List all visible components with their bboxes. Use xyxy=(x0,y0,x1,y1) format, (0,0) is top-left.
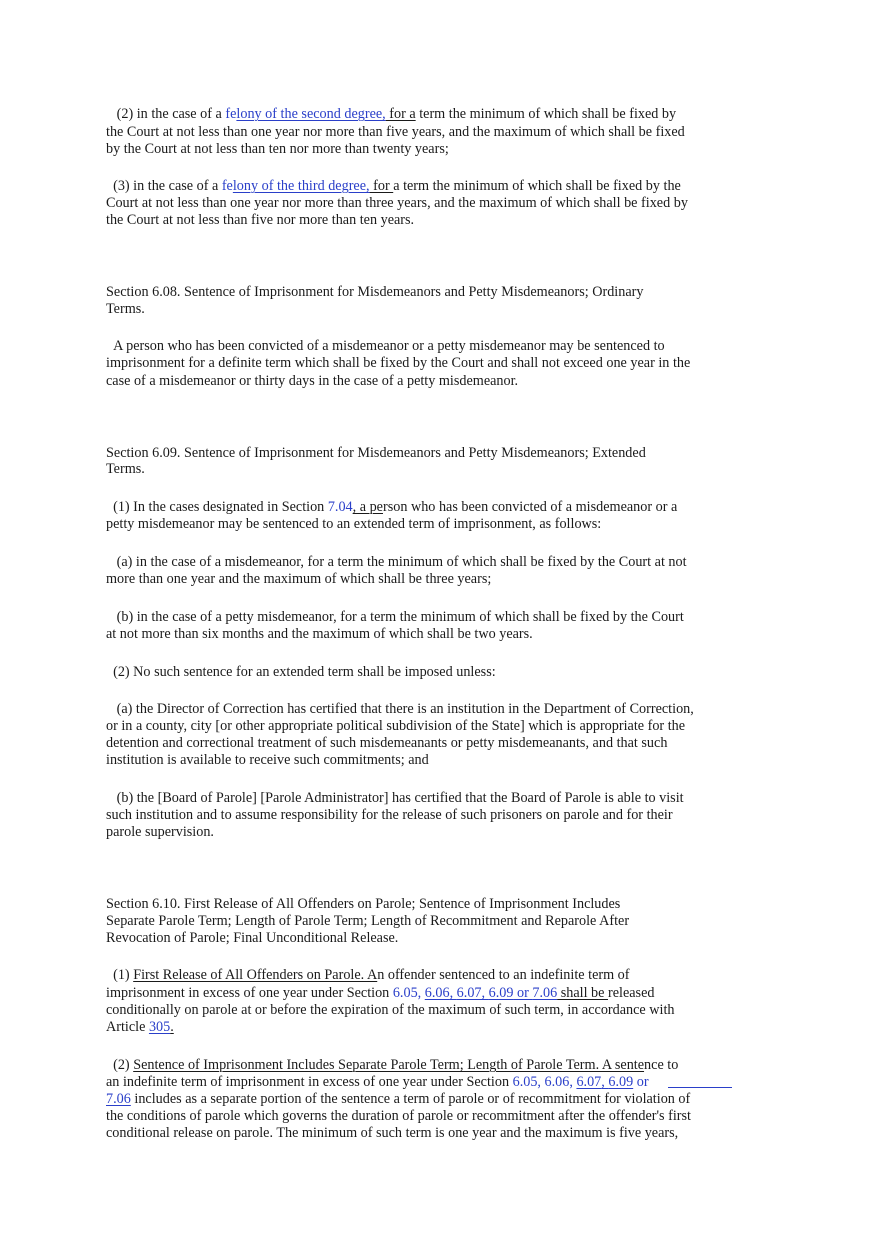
paragraph-line: at not more than six months and the maximum of which shall be two years. xyxy=(106,626,533,642)
paragraph-line: (1) First Release of All Offenders on Parole. An offender sentenced to an indefinite term of xyxy=(113,967,630,983)
section-heading: Terms. xyxy=(106,301,145,317)
paragraph-line: detention and correctional treatment of such misdemeanants or petty misdemeanants, and that such xyxy=(106,735,668,751)
paragraph-line: (b) in the case of a petty misdemeanor, for a term the minimum of which shall be fixed by the Court xyxy=(116,609,684,625)
section-heading: Terms. xyxy=(106,461,145,477)
paragraph-line: 7.06 includes as a separate portion of the sentence a term of parole or of recommitment for violation of xyxy=(106,1091,691,1107)
paragraph-line: (a) the Director of Correction has certified that there is an institution in the Department of Correction, xyxy=(116,701,694,717)
link-section-6-09[interactable]: 6.09 xyxy=(488,985,514,1001)
paragraph-line: conditionally on parole at or before the expiration of the maximum of such term, in accordance with xyxy=(106,1002,675,1018)
paragraph-line: by the Court at not less than ten nor more than twenty years; xyxy=(106,141,449,157)
link-felony-second-degree[interactable]: fe xyxy=(225,106,237,122)
link-felony-second-degree-cont[interactable]: lony of the second degree, xyxy=(236,106,386,122)
paragraph-line: the conditions of parole which governs the duration of parole or recommitment after the offender's first xyxy=(106,1108,691,1124)
paragraph-line: (b) the [Board of Parole] [Parole Administrator] has certified that the Board of Parole is able to visit xyxy=(116,790,684,806)
paragraph-line: imprisonment for a definite term which shall be fixed by the Court and shall not exceed one year in the xyxy=(106,355,691,371)
paragraph-line: more than one year and the maximum of which shall be three years; xyxy=(106,571,492,587)
paragraph-line: Court at not less than one year nor more than three years, and the maximum of which shall be fixed by xyxy=(106,195,688,211)
underlined-subheading: Sentence of Imprisonment Includes Separate Parole Term; Length of Parole Term. A sente xyxy=(133,1057,645,1073)
paragraph-line: (2) in the case of a felony of the second degree, for a term the minimum of which shall be fixed by xyxy=(116,106,677,122)
paragraph-line: an indefinite term of imprisonment in excess of one year under Section 6.05, 6.06, 6.07, 6.09 or xyxy=(106,1074,649,1090)
paragraph-line: (3) in the case of a felony of the third degree, for a term the minimum of which shall be fixed by the xyxy=(113,178,681,194)
link-felony-third-degree[interactable]: fe xyxy=(221,178,233,194)
paragraph-line: or in a county, city [or other appropriate political subdivision of the State] which is appropriate for the xyxy=(106,718,686,734)
section-heading: Section 6.08. Sentence of Imprisonment for Misdemeanors and Petty Misdemeanors; Ordinary xyxy=(106,284,644,300)
paragraph-line: A person who has been convicted of a misdemeanor or a petty misdemeanor may be sentenced to xyxy=(113,338,665,354)
section-heading: Section 6.09. Sentence of Imprisonment for Misdemeanors and Petty Misdemeanors; Extended xyxy=(106,445,646,461)
underlined-subheading: First Release of All Offenders on Parole. A xyxy=(133,967,378,983)
section-heading: Section 6.10. First Release of All Offenders on Parole; Sentence of Imprisonment Includes xyxy=(106,896,621,912)
paragraph-line: institution is available to receive such commitments; and xyxy=(106,752,429,768)
link-section-6-05[interactable]: 6.05 xyxy=(512,1074,538,1090)
link-section-7-06[interactable]: 7.06 xyxy=(106,1091,131,1107)
paragraph-line: petty misdemeanor may be sentenced to an extended term of imprisonment, as follows: xyxy=(106,516,602,532)
section-heading: Separate Parole Term; Length of Parole Term; Length of Recommitment and Reparole After xyxy=(106,913,630,929)
paragraph-line: (1) In the cases designated in Section 7.04, a person who has been convicted of a misdemeanor or a xyxy=(113,499,678,515)
link-section-7-04[interactable]: 7.04 xyxy=(327,499,353,515)
paragraph-line: (2) Sentence of Imprisonment Includes Separate Parole Term; Length of Parole Term. A sentence to xyxy=(113,1057,679,1073)
link-section-6-06[interactable]: 6.06 xyxy=(424,985,450,1001)
paragraph-line: (a) in the case of a misdemeanor, for a term the minimum of which shall be fixed by the Court at not xyxy=(116,554,687,570)
link-felony-third-degree-cont[interactable]: lony of the third degree, xyxy=(232,178,370,194)
paragraph-line: such institution and to assume responsibility for the release of such prisoners on parole and for their xyxy=(106,807,673,823)
link-section-6-09[interactable]: 6.09 xyxy=(608,1074,634,1090)
link-section-6-07[interactable]: 6.07 xyxy=(576,1074,602,1090)
paragraph-line: the Court at not less than five nor more than ten years. xyxy=(106,212,415,228)
link-section-6-07[interactable]: 6.07 xyxy=(456,985,482,1001)
paragraph-line: parole supervision. xyxy=(106,824,214,840)
paragraph-line: Article 305. xyxy=(106,1019,174,1035)
paragraph-line: case of a misdemeanor or thirty days in the case of a petty misdemeanor. xyxy=(106,373,519,389)
paragraph-line: imprisonment in excess of one year under Section 6.05, 6.06, 6.07, 6.09 or 7.06 shall be released xyxy=(106,985,655,1001)
section-heading: Revocation of Parole; Final Unconditional Release. xyxy=(106,930,399,946)
link-section-6-06[interactable]: 6.06 xyxy=(544,1074,570,1090)
link-article-305[interactable]: 305 xyxy=(148,1019,171,1035)
link-underline-rule xyxy=(668,1087,732,1088)
paragraph-line: the Court at not less than one year nor more than five years, and the maximum of which shall be fixed xyxy=(106,124,685,140)
paragraph-line: (2) No such sentence for an extended term shall be imposed unless: xyxy=(113,664,496,680)
paragraph-line: conditional release on parole. The minimum of such term is one year and the maximum is five years, xyxy=(106,1125,679,1141)
link-section-7-06[interactable]: 7.06 xyxy=(532,985,558,1001)
link-section-6-05[interactable]: 6.05 xyxy=(392,985,418,1001)
